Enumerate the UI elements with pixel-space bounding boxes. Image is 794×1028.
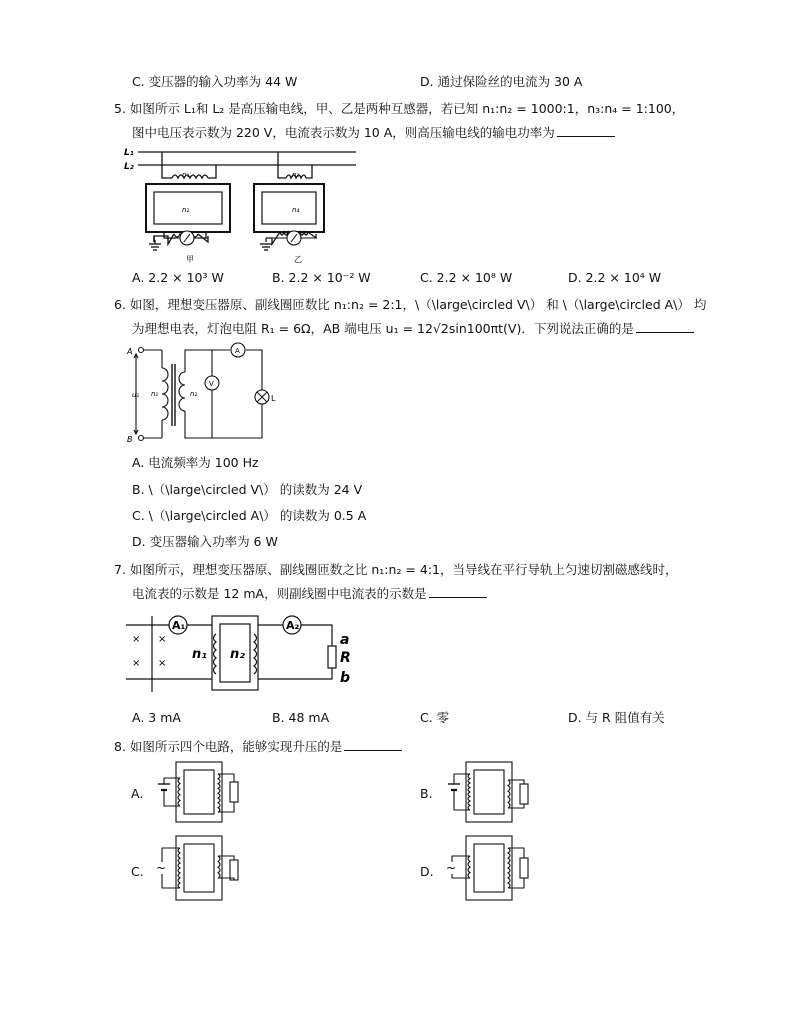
label-a: a (340, 632, 350, 648)
q7-stem-line2: 电流表的示数是 12 mA，则副线圈中电流表的示数是 (132, 585, 487, 602)
q6-stem-line1: 6. 如图，理想变压器原、副线圈匝数比 n₁:n₂ = 2:1，\（\large\circled V\） 和 \（\large\circled A\） 均 (114, 297, 707, 312)
q5-option-c: C. 2.2 × 10⁸ W (420, 270, 513, 285)
field-mark: × (158, 634, 167, 645)
q8-label-c: C. (131, 864, 144, 879)
q8-circuit-b (436, 760, 536, 824)
q8-label-b: B. (420, 786, 433, 801)
terminal-A: A (127, 347, 133, 356)
q6-option-c: C. \（\large\circled A\） 的读数为 0.5 A (132, 508, 367, 523)
label-n2: n₂ (190, 390, 198, 398)
q5-option-a: A. 2.2 × 10³ W (132, 270, 224, 285)
q7-stem-line1: 7. 如图所示，理想变压器原、副线圈匝数之比 n₁:n₂ = 4:1，当导线在平行导轨上匀速切割磁感线时， (114, 562, 678, 577)
ac-source-icon: ~ (156, 861, 167, 875)
q5-stem-line1: 5. 如图所示 L₁和 L₂ 是高压输电线，甲、乙是两种互感器，若已知 n₁:n₂ = 1000:1，n₃:n₄ = 1:100， (114, 101, 685, 116)
q7-option-a: A. 3 mA (132, 710, 181, 725)
q6-option-b: B. \（\large\circled V\） 的读数为 24 V (132, 482, 363, 497)
q6-stem-line2: 为理想电表，灯泡电阻 R₁ = 6Ω，AB 端电压 u₁ = 12√2sin100πt(V)．下列说法正确的是 (132, 320, 694, 337)
label-yi: 乙 (294, 255, 302, 264)
lamp-label: L (271, 394, 276, 403)
label-u1: u₁ (132, 391, 140, 399)
q6-option-a: A. 电流频率为 100 Hz (132, 455, 259, 470)
q5-stem-line2: 图中电压表示数为 220 V，电流表示数为 10 A，则高压输电线的输电功率为 (132, 124, 615, 141)
label-n2: n₂ (230, 647, 245, 662)
q8-stem: 8. 如图所示四个电路，能够实现升压的是 (114, 738, 402, 755)
q5-option-d: D. 2.2 × 10⁴ W (568, 270, 662, 285)
answer-blank[interactable] (344, 738, 402, 751)
q8-circuit-a (146, 760, 246, 824)
q7-option-c: C. 零 (420, 710, 450, 725)
q6-figure (126, 342, 276, 446)
q8-label-d: D. (420, 864, 434, 879)
label-R: R (340, 650, 351, 666)
label-L2: L₂ (124, 162, 134, 172)
ammeter-A2: A₂ (286, 619, 300, 632)
q7-figure (126, 612, 366, 696)
label-L1: L₁ (124, 148, 134, 158)
label-n3: n₃ (292, 171, 300, 179)
label-jia: 甲 (186, 255, 194, 264)
field-mark: × (132, 658, 141, 669)
q6-option-d: D. 变压器输入功率为 6 W (132, 534, 278, 549)
label-n4: n₄ (292, 206, 300, 214)
ammeter-A1: A₁ (172, 619, 186, 632)
label-n1: n₁ (192, 647, 207, 662)
q5-figure (124, 144, 364, 268)
field-mark: × (158, 658, 167, 669)
meter-V: V (209, 380, 214, 388)
answer-blank[interactable] (636, 320, 694, 333)
q8-label-a: A. (131, 786, 144, 801)
q8-circuit-d (436, 834, 536, 904)
q5-option-b: B. 2.2 × 10⁻² W (272, 270, 371, 285)
q4-option-d: D. 通过保险丝的电流为 30 A (420, 74, 583, 89)
q8-circuit-c (146, 834, 246, 904)
q7-option-d: D. 与 R 阻值有关 (568, 710, 665, 725)
label-b: b (340, 670, 351, 686)
label-n1: n₁ (182, 171, 190, 179)
ac-source-icon: ~ (446, 861, 457, 875)
answer-blank[interactable] (429, 585, 487, 598)
field-mark: × (132, 634, 141, 645)
meter-A: A (235, 347, 240, 355)
label-n2: n₂ (182, 206, 190, 214)
answer-blank[interactable] (557, 124, 615, 137)
terminal-B: B (127, 435, 133, 444)
q7-option-b: B. 48 mA (272, 710, 330, 725)
label-n1: n₁ (151, 390, 159, 398)
q4-option-c: C. 变压器的输入功率为 44 W (132, 74, 298, 89)
